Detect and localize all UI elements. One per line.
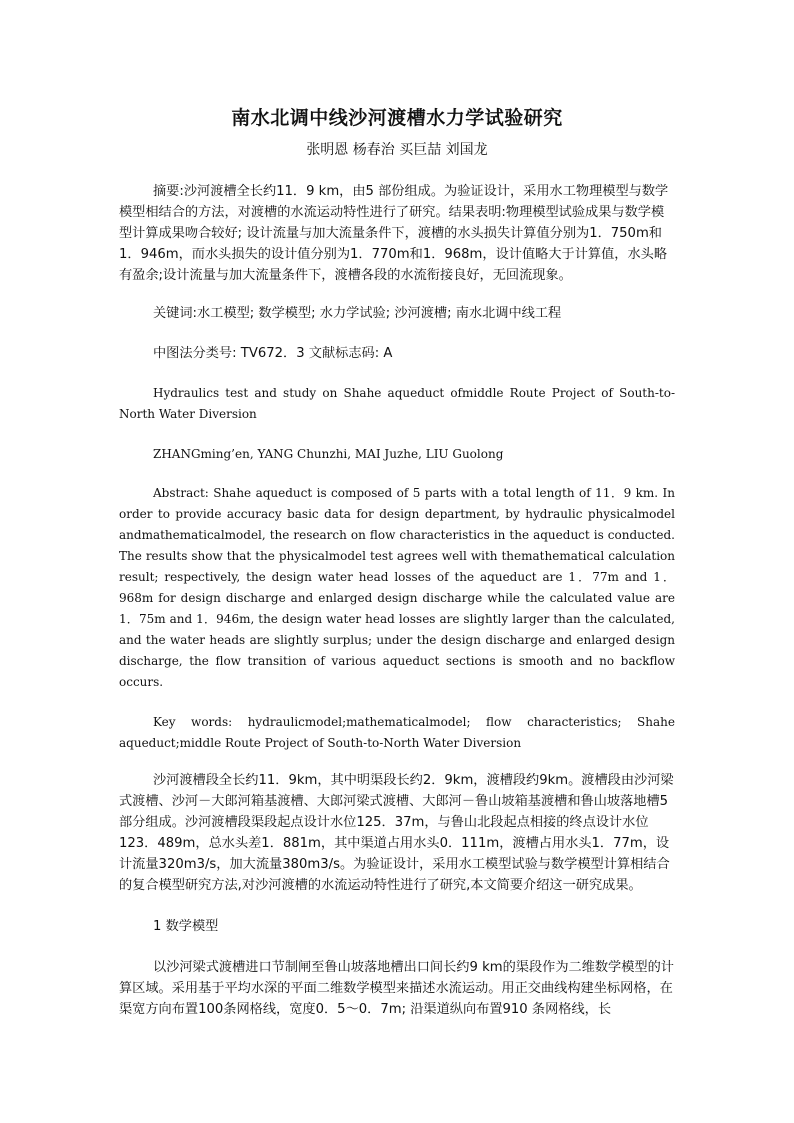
abstract-cn: 摘要:沙河渡槽全长约11．9 km，由5 部份组成。为验证设计，采用水工物理模型与数学模型相结合的方法，对渡槽的水流运动特性进行了研究。结果表明:物理模型试验成果与数学模型计算成果吻合较好; 设计流量与加大流量条件下，渡槽的水头损失计算值分别为1．750m和1．946m，而水头损失的设计值分别为1．770m和1．968m，设计值略大于计算值，水头略有盈余;设计流量与加大流量条件下，渡槽各段的水流衔接良好，无回流现象。 bbox=[119, 184, 669, 283]
keywords-en: Key words: hydraulicmodel;mathematicalmodel; flow characteristics; Shahe aqueduct;middle Route Project of South-to-North Water Diversion bbox=[119, 715, 675, 750]
intro-paragraph: 沙河渡槽段全长约11．9km，其中明渠段长约2．9km，渡槽段约9km。渡槽段由沙河梁式渡槽、沙河－大郎河箱基渡槽、大郎河梁式渡槽、大郎河－鲁山坡箱基渡槽和鲁山坡落地槽5 部分组成。沙河渡槽段渠段起点设计水位125．37m，与鲁山北段起点相接的终点设计水位123．489m，总水头差1．881m，其中渠道占用水头0．111m，渡槽占用水头1．77m，设计流量320m3/s，加大流量380m3/s。为验证设计，采用水工模型试验与数学模型计算相结合的复合模型研究方法,对沙河渡槽的水流运动特性进行了研究,本文简要介绍这一研究成果。 bbox=[119, 773, 674, 893]
classification-line: 中图法分类号: TV672．3 文献标志码: A bbox=[153, 346, 393, 361]
section-1-heading: 1 数学模型 bbox=[153, 919, 219, 934]
keywords-cn: 关键词:水工模型; 数学模型; 水力学试验; 沙河渡槽; 南水北调中线工程 bbox=[153, 306, 562, 321]
paper-authors: 张明恩 杨春治 买巨喆 刘国龙 bbox=[306, 142, 488, 158]
authors-en: ZHANGming’en, YANG Chunzhi, MAI Juzhe, LIU Guolong bbox=[153, 447, 504, 461]
title-en: Hydraulics test and study on Shahe aqueduct ofmiddle Route Project of South-to-North Water Diversion bbox=[119, 386, 675, 421]
paper-title: 南水北调中线沙河渡槽水力学试验研究 bbox=[231, 107, 563, 129]
abstract-en: Abstract: Shahe aqueduct is composed of 5 parts with a total length of 11．9 km. In order to provide accuracy basic data for design department, by hydraulic physicalmodel andmathematicalmodel, the research on flow characteristics in the aqueduct is conducted. The results show that the physicalmodel test agrees well with themathematical calculation result; respectively, the design water head losses of the aqueduct are 1．77m and 1．968m for design discharge and enlarged design discharge while the calculated value are 1．75m and 1．946m, the design water head losses are slightly larger than the calculated, and the water heads are slightly surplus; under the design discharge and enlarged design discharge, the flow transition of various aqueduct sections is smooth and no backflow occurs. bbox=[119, 486, 675, 689]
section-1-text: 以沙河梁式渡槽进口节制闸至鲁山坡落地槽出口间长约9 km的渠段作为二维数学模型的计算区域。采用基于平均水深的平面二维数学模型来描述水流运动。用正交曲线构建坐标网格，在渠宽方向布置100条网格线，宽度0．5～0．7m; 沿渠道纵向布置910 条网格线，长 bbox=[119, 960, 674, 1017]
